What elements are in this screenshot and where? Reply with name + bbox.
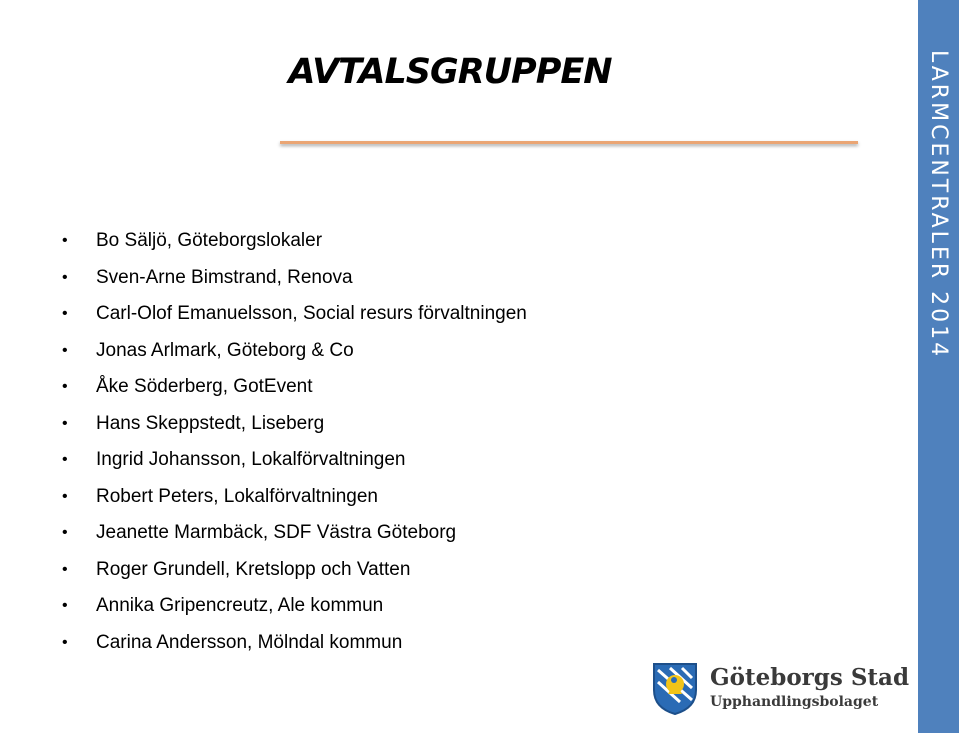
bullet-icon: • xyxy=(62,341,68,359)
list-item xyxy=(56,591,527,628)
list-item xyxy=(56,518,527,555)
goteborgs-stad-logo xyxy=(650,660,910,716)
member-text: Carina Andersson, Mölndal kommun xyxy=(96,631,403,653)
member-text: Robert Peters, Lokalförvaltningen xyxy=(96,485,378,507)
list-item xyxy=(56,482,527,519)
bullet-icon: • xyxy=(62,451,68,468)
member-list xyxy=(56,226,527,664)
list-item xyxy=(56,409,527,446)
list-item xyxy=(56,628,527,665)
bullet-icon: • xyxy=(62,414,68,432)
list-item xyxy=(56,445,527,482)
bullet-icon: • xyxy=(62,268,68,286)
bullet-icon: • xyxy=(62,560,68,578)
member-text: Roger Grundell, Kretslopp och Vatten xyxy=(96,558,411,580)
list-item xyxy=(56,226,527,263)
member-text: Jonas Arlmark, Göteborg & Co xyxy=(96,339,354,361)
list-item xyxy=(56,372,527,409)
member-text: Annika Gripencreutz, Ale kommun xyxy=(96,595,384,616)
title-divider xyxy=(280,141,858,144)
sidebar-text: LARMCENTRALER 2014 xyxy=(926,50,951,360)
bullet-icon: • xyxy=(62,524,68,541)
bullet-icon: • xyxy=(62,305,68,322)
logo-title: Göteborgs Stad xyxy=(710,664,910,691)
bullet-icon: • xyxy=(62,633,68,651)
logo-subtitle: Upphandlingsbolaget xyxy=(710,694,879,710)
bullet-icon: • xyxy=(62,597,68,614)
member-text: Sven-Arne Bimstrand, Renova xyxy=(96,266,353,288)
sidebar-banner xyxy=(918,0,959,733)
member-text: Carl-Olof Emanuelsson, Social resurs förvaltningen xyxy=(96,303,527,324)
page-title: AVTALSGRUPPEN xyxy=(288,52,612,92)
member-text: Jeanette Marmbäck, SDF Västra Göteborg xyxy=(96,522,457,543)
list-item xyxy=(56,299,527,336)
bullet-icon: • xyxy=(62,232,68,249)
bullet-icon: • xyxy=(62,378,68,395)
member-text: Hans Skeppstedt, Liseberg xyxy=(96,412,325,434)
member-text: Åke Söderberg, GotEvent xyxy=(96,376,313,397)
city-coat-of-arms-icon xyxy=(650,660,700,716)
list-item xyxy=(56,336,527,373)
list-item xyxy=(56,555,527,592)
bullet-icon: • xyxy=(62,487,68,505)
member-text: Ingrid Johansson, Lokalförvaltningen xyxy=(96,449,406,470)
member-text: Bo Säljö, Göteborgslokaler xyxy=(96,230,323,251)
list-item xyxy=(56,263,527,300)
